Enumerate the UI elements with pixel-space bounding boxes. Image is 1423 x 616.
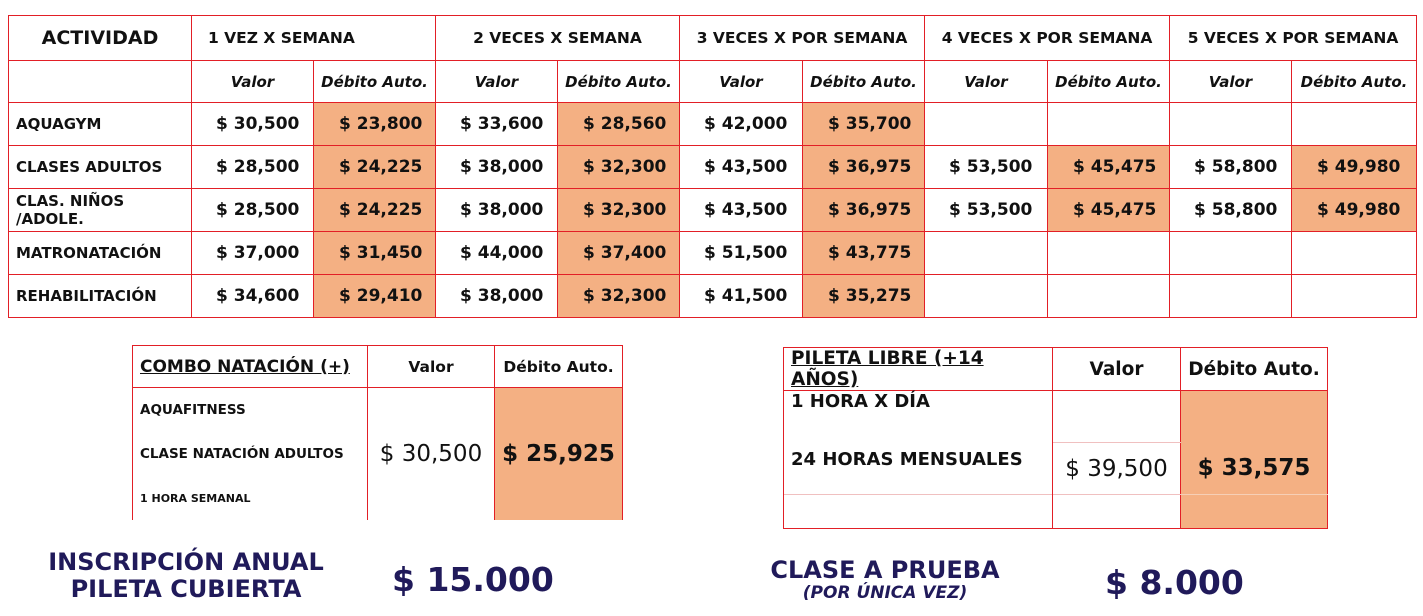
activity-name: AQUAGYM xyxy=(9,103,192,146)
table-row xyxy=(9,232,1417,275)
pileta-debito-empty xyxy=(1181,391,1328,443)
price-debito: $ 32,300 xyxy=(558,146,680,189)
price-debito: $ 29,410 xyxy=(314,275,436,318)
pileta-debito-header: Débito Auto. xyxy=(1181,348,1328,391)
pileta-row xyxy=(784,443,1328,495)
header-1-vez: 1 VEZ X SEMANA xyxy=(192,16,436,61)
pileta-valor-header: Valor xyxy=(1053,348,1181,391)
price-valor: $ 28,500 xyxy=(192,189,314,232)
price-valor: $ 38,000 xyxy=(436,189,558,232)
header-5-veces: 5 VECES X POR SEMANA xyxy=(1170,16,1417,61)
inscripcion-price: $ 15.000 xyxy=(392,560,554,599)
price-valor xyxy=(925,275,1048,318)
combo-valor-empty xyxy=(368,476,495,520)
subheader-debito: Débito Auto. xyxy=(314,61,436,103)
table-row xyxy=(9,275,1417,318)
price-valor: $ 43,500 xyxy=(680,146,803,189)
clase-prueba-price: $ 8.000 xyxy=(1105,563,1244,602)
price-valor: $ 38,000 xyxy=(436,275,558,318)
subheader-debito: Débito Auto. xyxy=(1292,61,1417,103)
header-3-veces: 3 VECES X POR SEMANA xyxy=(680,16,925,61)
price-valor: $ 58,800 xyxy=(1170,146,1292,189)
subheader-valor: Valor xyxy=(436,61,558,103)
price-valor xyxy=(925,103,1048,146)
pileta-title: PILETA LIBRE (+14 AÑOS) xyxy=(784,348,1053,391)
combo-debito-empty xyxy=(495,476,623,520)
pileta-debito-empty xyxy=(1181,495,1328,529)
pileta-line: 1 HORA X DÍA xyxy=(784,391,1053,443)
price-valor: $ 58,800 xyxy=(1170,189,1292,232)
subheader-valor: Valor xyxy=(192,61,314,103)
activity-name: MATRONATACIÓN xyxy=(9,232,192,275)
pileta-header-row xyxy=(784,348,1328,391)
subheader-debito: Débito Auto. xyxy=(803,61,925,103)
combo-row xyxy=(133,476,623,520)
pileta-valor-empty xyxy=(1053,495,1181,529)
combo-line: AQUAFITNESS xyxy=(133,388,368,433)
price-valor: $ 38,000 xyxy=(436,146,558,189)
price-valor xyxy=(925,232,1048,275)
price-debito: $ 36,975 xyxy=(803,189,925,232)
price-debito: $ 35,700 xyxy=(803,103,925,146)
table-row xyxy=(9,103,1417,146)
subheader-valor: Valor xyxy=(1170,61,1292,103)
price-debito: $ 43,775 xyxy=(803,232,925,275)
price-valor: $ 53,500 xyxy=(925,189,1048,232)
table-row xyxy=(9,189,1417,232)
subheader-valor: Valor xyxy=(925,61,1048,103)
table-header-row xyxy=(9,16,1417,61)
clase-prueba-subtitle: (POR ÚNICA VEZ) xyxy=(802,583,968,603)
table-subheader-row xyxy=(9,61,1417,103)
table-row xyxy=(9,146,1417,189)
price-valor: $ 41,500 xyxy=(680,275,803,318)
price-valor xyxy=(1170,103,1292,146)
price-debito: $ 49,980 xyxy=(1292,146,1417,189)
price-valor: $ 44,000 xyxy=(436,232,558,275)
price-debito: $ 23,800 xyxy=(314,103,436,146)
combo-valor-empty xyxy=(368,388,495,433)
price-debito: $ 24,225 xyxy=(314,146,436,189)
price-valor: $ 28,500 xyxy=(192,146,314,189)
combo-title: COMBO NATACIÓN (+) xyxy=(133,346,368,388)
price-debito: $ 36,975 xyxy=(803,146,925,189)
price-valor: $ 33,600 xyxy=(436,103,558,146)
activity-name: CLAS. NIÑOS /ADOLE. xyxy=(9,189,192,232)
price-debito: $ 37,400 xyxy=(558,232,680,275)
combo-debito-empty xyxy=(495,388,623,433)
price-debito xyxy=(1048,275,1170,318)
price-valor: $ 34,600 xyxy=(192,275,314,318)
price-debito: $ 45,475 xyxy=(1048,146,1170,189)
header-actividad: ACTIVIDAD xyxy=(9,16,192,61)
subheader-debito: Débito Auto. xyxy=(1048,61,1170,103)
price-valor: $ 53,500 xyxy=(925,146,1048,189)
combo-line: 1 HORA SEMANAL xyxy=(133,476,368,520)
pileta-row xyxy=(784,495,1328,529)
price-debito xyxy=(1292,103,1417,146)
combo-valor-header: Valor xyxy=(368,346,495,388)
price-debito: $ 32,300 xyxy=(558,189,680,232)
price-valor: $ 51,500 xyxy=(680,232,803,275)
pileta-valor: $ 39,500 xyxy=(1053,443,1181,495)
pileta-line-empty xyxy=(784,495,1053,529)
price-valor: $ 43,500 xyxy=(680,189,803,232)
combo-line: CLASE NATACIÓN ADULTOS xyxy=(133,432,368,476)
combo-debito: $ 25,925 xyxy=(495,432,623,476)
price-debito xyxy=(1048,103,1170,146)
combo-row xyxy=(133,388,623,433)
combo-debito-header: Débito Auto. xyxy=(495,346,623,388)
price-debito: $ 28,560 xyxy=(558,103,680,146)
pileta-line: 24 HORAS MENSUALES xyxy=(784,443,1053,495)
price-valor: $ 42,000 xyxy=(680,103,803,146)
pileta-libre-table xyxy=(783,347,1328,529)
price-valor xyxy=(1170,232,1292,275)
price-debito: $ 49,980 xyxy=(1292,189,1417,232)
subheader-empty xyxy=(9,61,192,103)
pileta-debito: $ 33,575 xyxy=(1181,443,1328,495)
pileta-valor-empty xyxy=(1053,391,1181,443)
price-debito: $ 45,475 xyxy=(1048,189,1170,232)
combo-natacion-table xyxy=(132,345,623,520)
header-2-veces: 2 VECES X SEMANA xyxy=(436,16,680,61)
activity-name: REHABILITACIÓN xyxy=(9,275,192,318)
price-debito: $ 24,225 xyxy=(314,189,436,232)
combo-header-row xyxy=(133,346,623,388)
price-valor: $ 37,000 xyxy=(192,232,314,275)
price-debito: $ 35,275 xyxy=(803,275,925,318)
price-debito: $ 31,450 xyxy=(314,232,436,275)
price-debito xyxy=(1292,275,1417,318)
inscripcion-line-1: INSCRIPCIÓN ANUAL xyxy=(48,548,324,576)
price-debito xyxy=(1292,232,1417,275)
combo-row xyxy=(133,432,623,476)
price-table xyxy=(8,15,1417,318)
inscripcion-line-2: PILETA CUBIERTA xyxy=(70,575,302,603)
subheader-debito: Débito Auto. xyxy=(558,61,680,103)
subheader-valor: Valor xyxy=(680,61,803,103)
pileta-row xyxy=(784,391,1328,443)
header-4-veces: 4 VECES X POR SEMANA xyxy=(925,16,1170,61)
combo-valor: $ 30,500 xyxy=(368,432,495,476)
activity-name: CLASES ADULTOS xyxy=(9,146,192,189)
price-debito: $ 32,300 xyxy=(558,275,680,318)
price-valor: $ 30,500 xyxy=(192,103,314,146)
price-debito xyxy=(1048,232,1170,275)
price-valor xyxy=(1170,275,1292,318)
inscripcion-anual-label xyxy=(38,549,334,603)
clase-prueba-title: CLASE A PRUEBA xyxy=(770,556,1000,584)
